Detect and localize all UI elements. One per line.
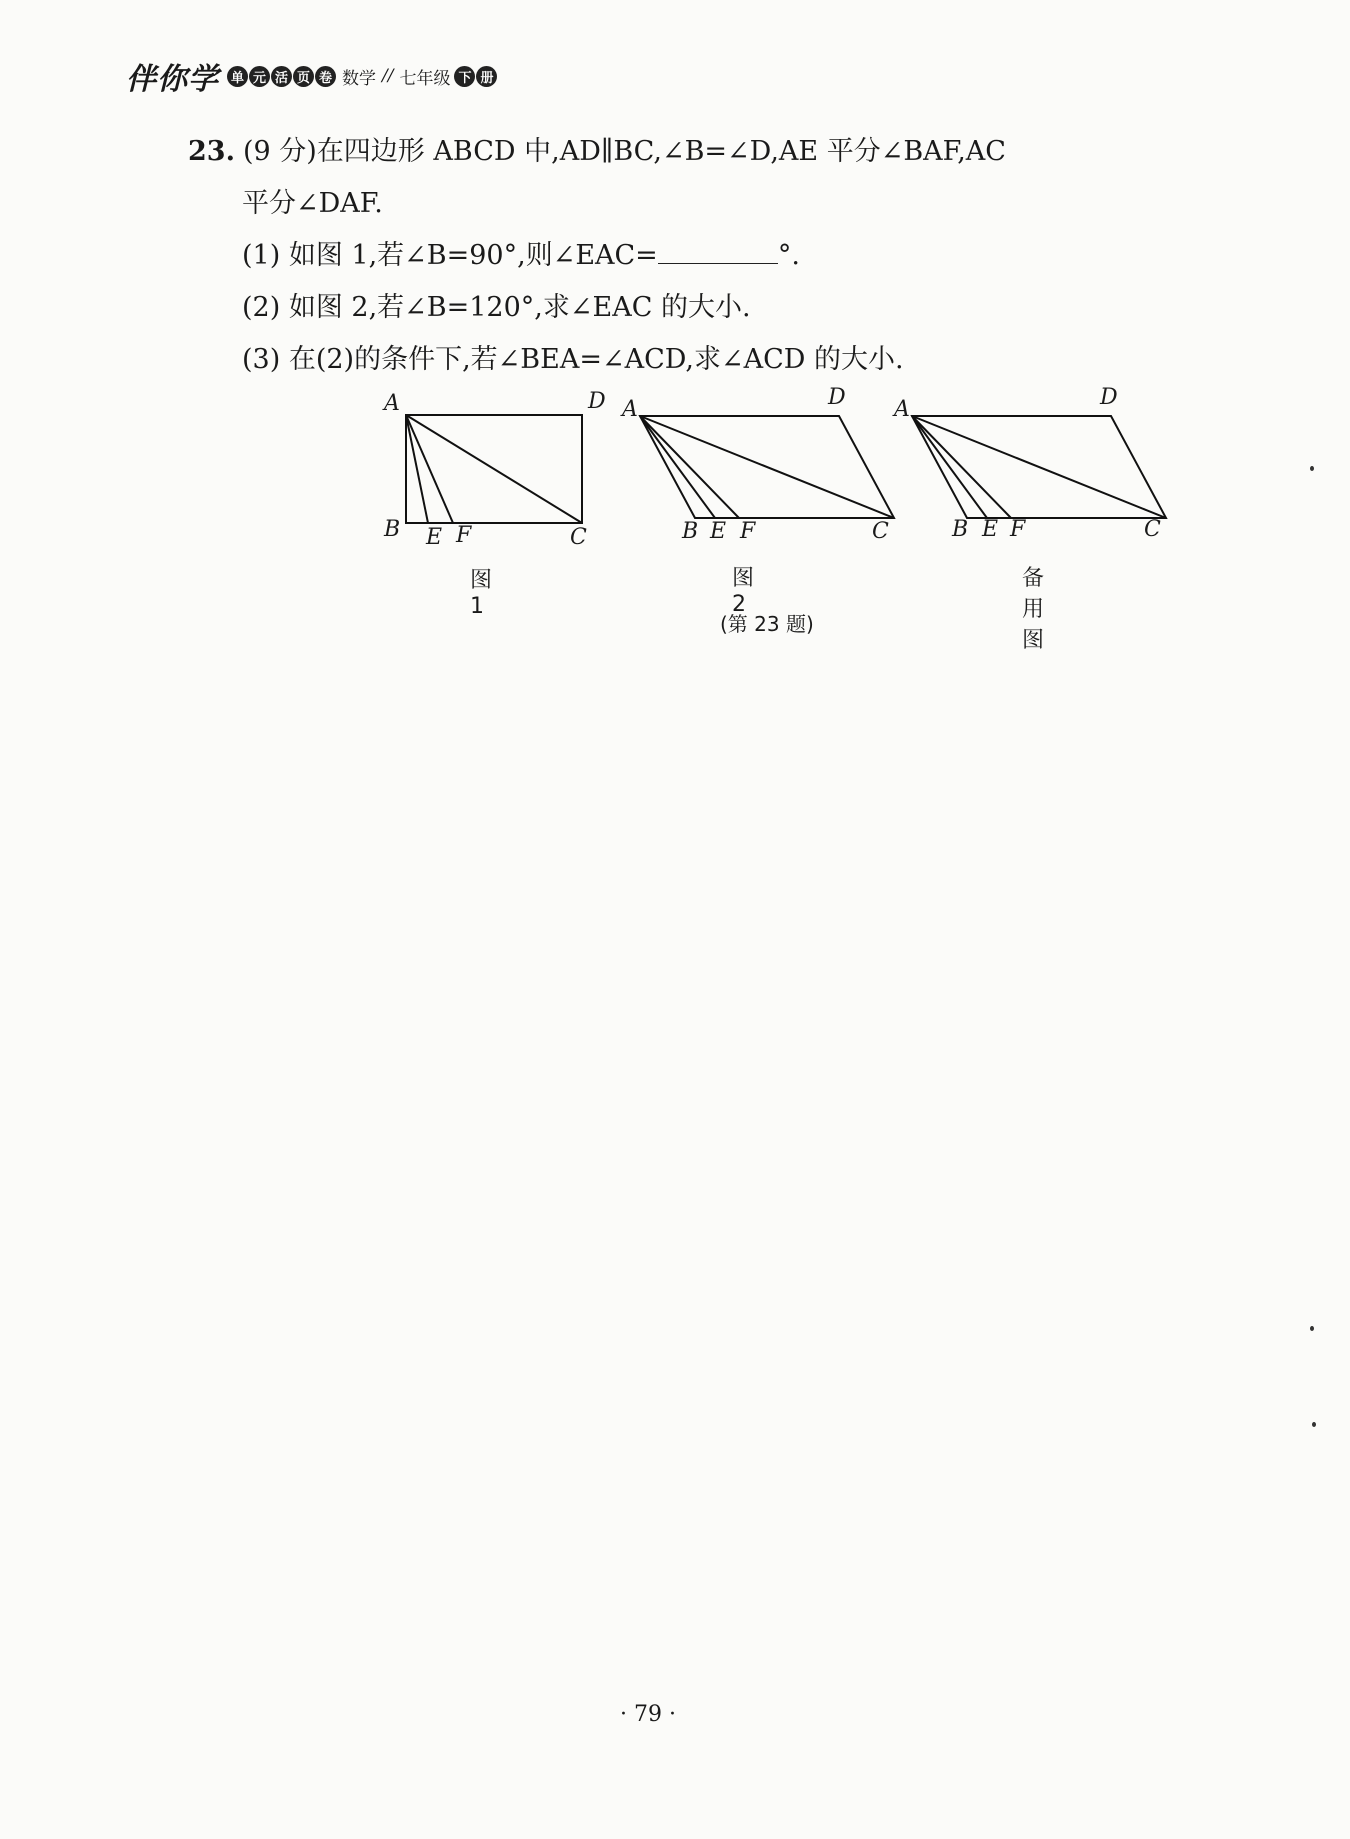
figure-1-drawing: [406, 415, 582, 523]
series-title: [227, 66, 336, 87]
question-2: (2) 如图 2,若∠B=120°,求∠EAC 的大小.: [242, 292, 751, 323]
segment-af-2: [640, 416, 739, 518]
series-char: 单: [227, 66, 248, 87]
figure-2-drawing: [640, 416, 894, 518]
segment-af-1: [406, 415, 453, 523]
problem-statement-line2: 平分∠DAF.: [242, 188, 383, 219]
point-label-d: D: [1100, 385, 1118, 410]
problem-number: 23.: [188, 136, 235, 167]
series-char: 元: [249, 66, 270, 87]
point-label-f: F: [456, 523, 472, 548]
problem-figure-caption: (第 23 题): [720, 612, 814, 636]
problem-statement-line1: [188, 126, 1188, 178]
series-char: 卷: [315, 66, 336, 87]
point-label-d: D: [588, 389, 606, 414]
question-3: (3) 在(2)的条件下,若∠BEA=∠ACD,求∠ACD 的大小.: [242, 344, 904, 375]
page-number: · 79 ·: [620, 1702, 676, 1727]
running-header: [126, 56, 497, 96]
question-1: [188, 230, 1188, 282]
scan-speck: [1310, 466, 1314, 471]
point-label-c: C: [872, 519, 889, 544]
point-label-c: C: [1144, 517, 1161, 542]
volume-label: [454, 66, 497, 87]
point-label-e: E: [426, 525, 443, 550]
grade-label: 七年级: [399, 68, 451, 89]
figures-svg: [370, 393, 1170, 563]
question-1-suffix: °.: [777, 240, 800, 271]
point-label-f: F: [740, 519, 756, 544]
series-char: 活: [271, 66, 292, 87]
scan-speck: [1312, 1422, 1316, 1427]
point-label-a: A: [622, 397, 638, 422]
scan-speck: [1310, 1326, 1314, 1331]
series-char: 页: [293, 66, 314, 87]
figure-3-caption: 备用图: [1022, 566, 1045, 653]
point-label-b: B: [384, 517, 401, 542]
point-label-e: E: [982, 517, 999, 542]
problem-23: [188, 126, 1188, 386]
figure-1-caption: 图 1: [470, 568, 493, 619]
segment-af-3: [912, 416, 1011, 518]
figure-2-caption: 图 2: [732, 566, 755, 617]
volume-char: 下: [454, 66, 475, 87]
problem-text: (9 分)在四边形 ABCD 中,AD∥BC,∠B=∠D,AE 平分∠BAF,AC: [242, 136, 1006, 167]
header-separator: //: [382, 66, 394, 86]
volume-char: 册: [476, 66, 497, 87]
answer-blank: [658, 237, 778, 264]
segment-ae-1: [406, 415, 428, 523]
point-label-e: E: [710, 519, 727, 544]
point-label-f: F: [1010, 517, 1026, 542]
point-label-a: A: [384, 391, 400, 416]
point-label-a: A: [894, 397, 910, 422]
subject-label: 数学: [342, 68, 376, 89]
figure-3-drawing: [912, 416, 1166, 518]
point-label-b: B: [682, 519, 699, 544]
point-label-c: C: [570, 525, 587, 550]
question-1-text: (1) 如图 1,若∠B=90°,则∠EAC=: [242, 240, 658, 271]
segment-ac-1: [406, 415, 582, 523]
brand-title: 伴你学: [126, 62, 219, 97]
point-label-d: D: [828, 385, 846, 410]
point-label-b: B: [952, 517, 969, 542]
